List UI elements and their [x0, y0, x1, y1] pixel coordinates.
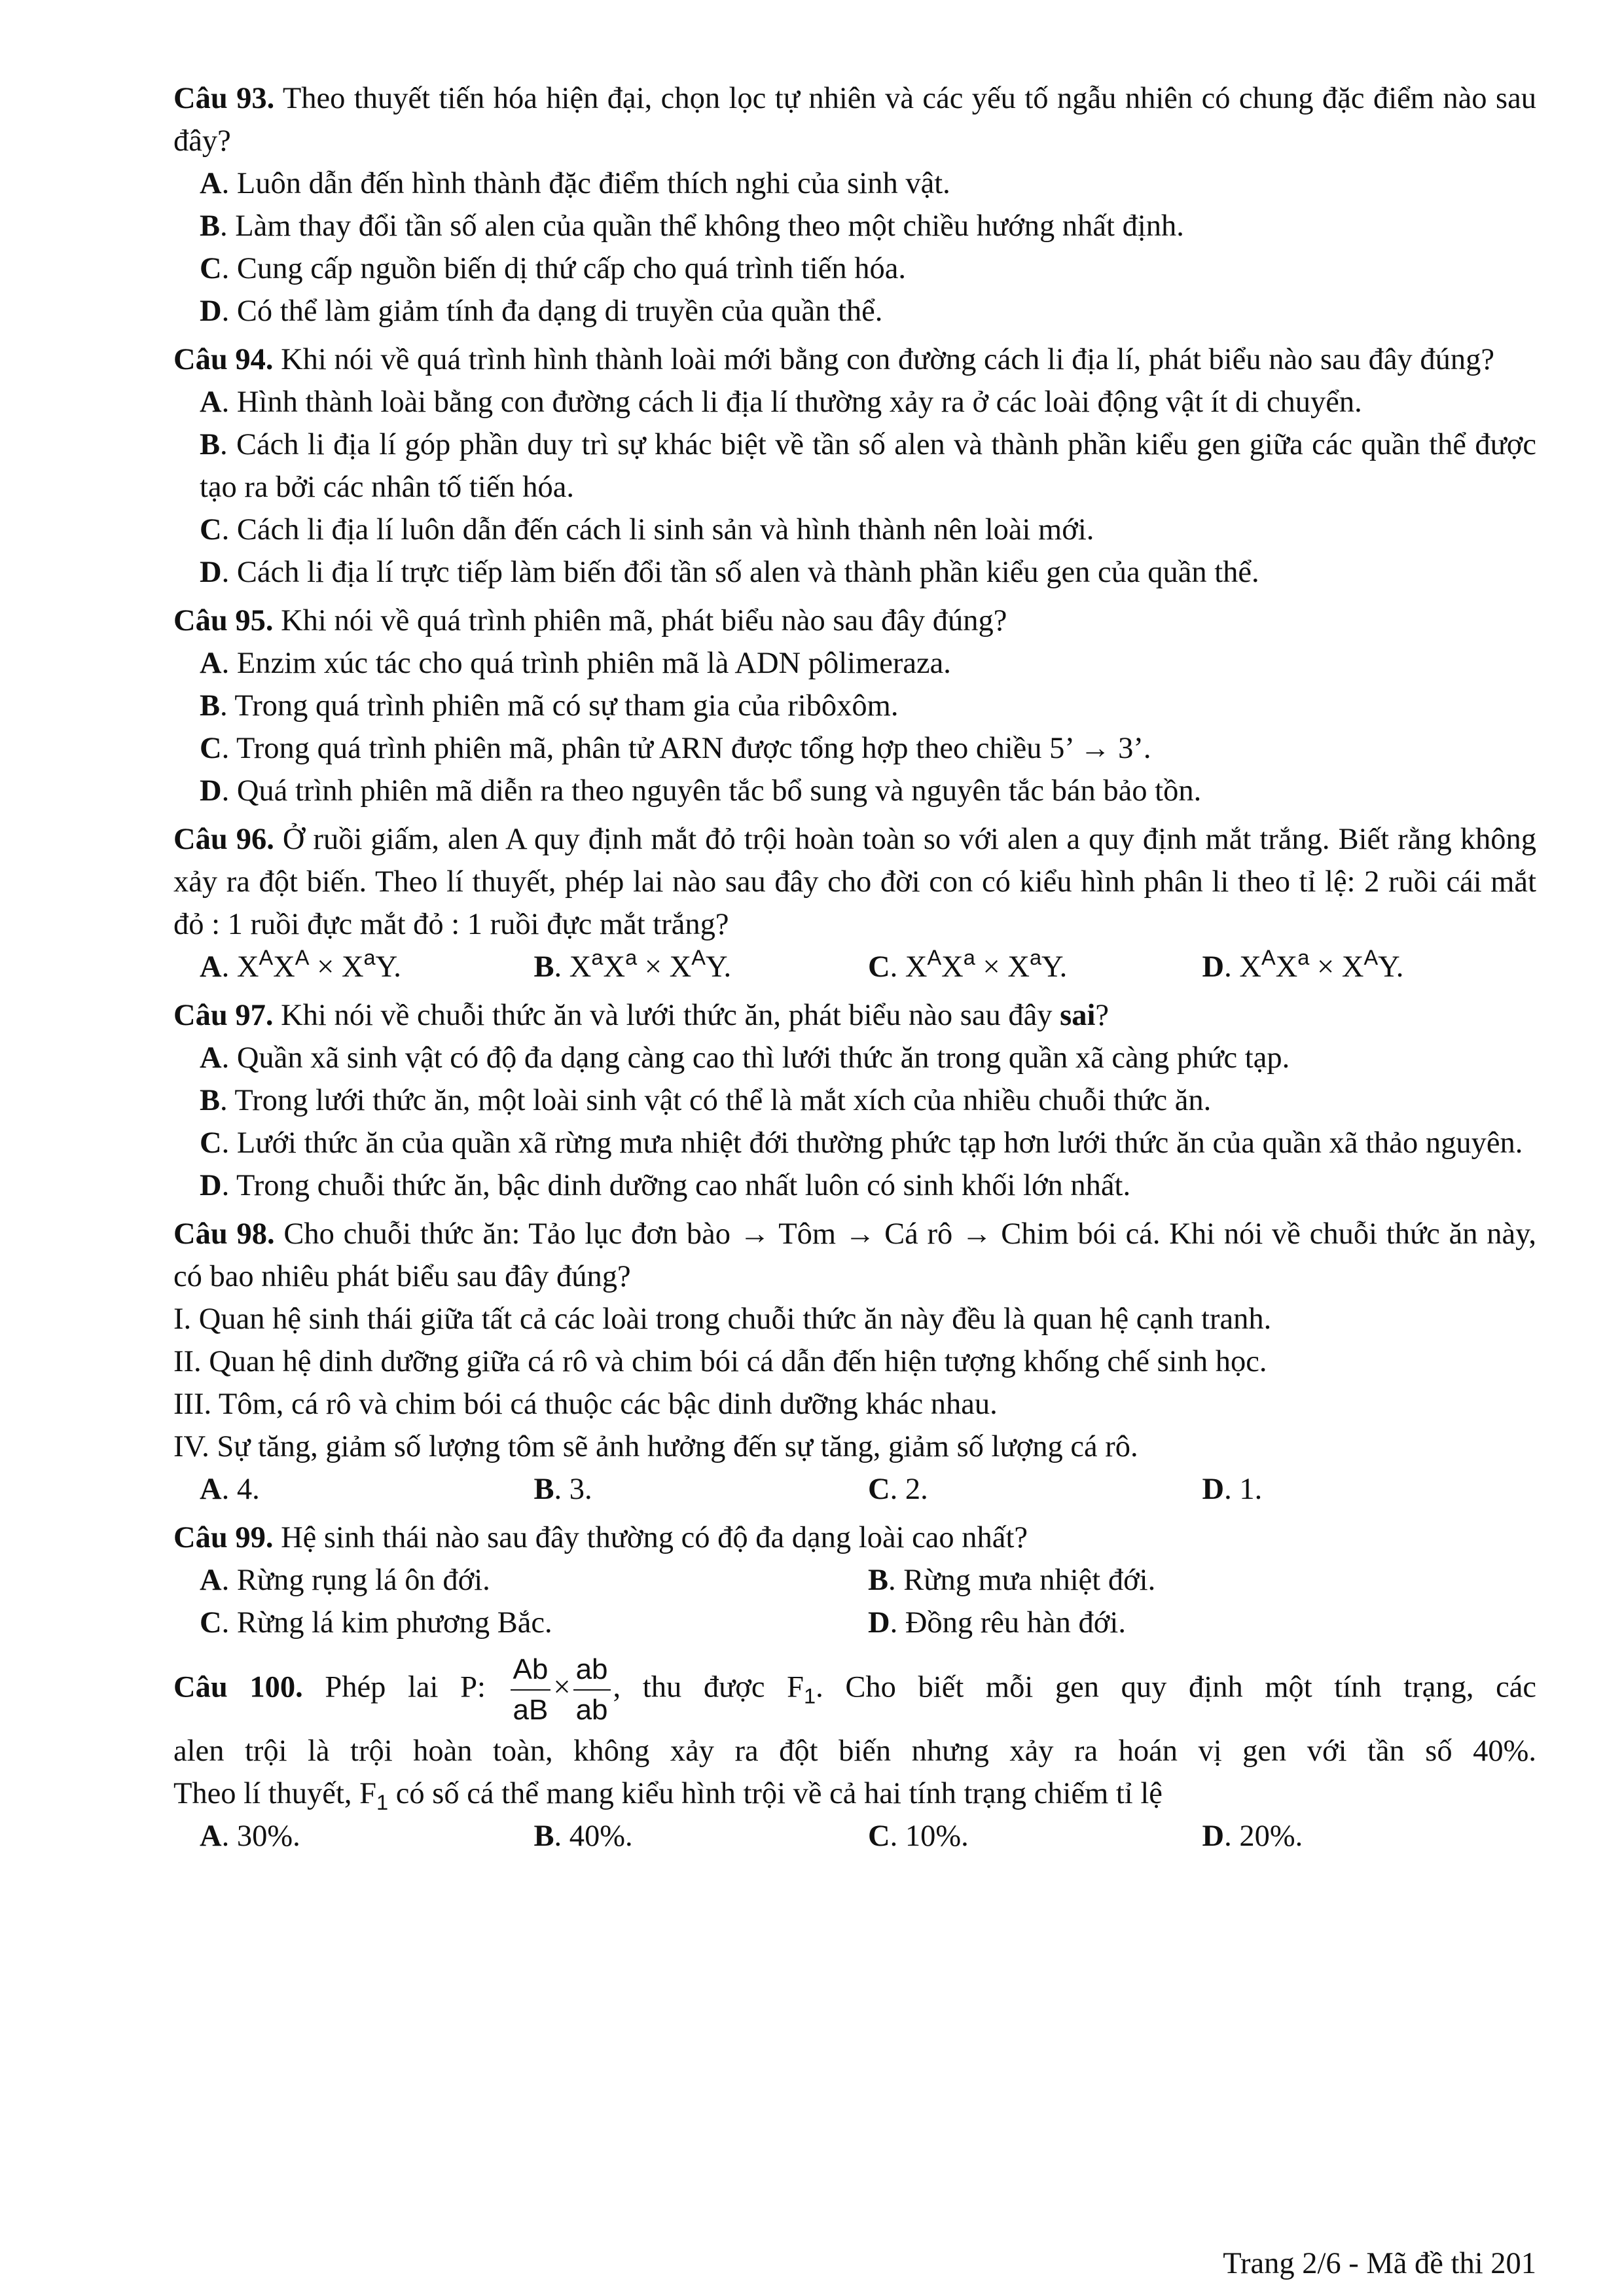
question-label: Câu 99.	[173, 1521, 274, 1554]
option-text: . Quần xã sinh vật có độ đa dạng càng cao thì lưới thức ăn trong quần xã càng phức tạp.	[221, 1041, 1290, 1075]
option-text: . 10%.	[890, 1820, 969, 1853]
option-b	[534, 1815, 869, 1857]
question-text-end: ?	[1095, 999, 1110, 1032]
options-row	[173, 1815, 1536, 1857]
question-stem	[173, 1213, 1536, 1298]
option-text: . 3.	[554, 1473, 592, 1506]
option-b	[868, 1559, 1536, 1602]
option-letter: D	[200, 774, 222, 808]
option-b	[173, 423, 1536, 509]
question-line-2: alen trội là trội hoàn toàn, không xảy ra đột biến nhưng xảy ra hoán vị gen với tần số 40%.	[173, 1734, 1536, 1768]
allele-sup: A	[1261, 946, 1276, 970]
option-text: . 20%.	[1224, 1820, 1303, 1853]
option-letter: B	[200, 209, 221, 243]
question-text: , thu được F	[613, 1670, 804, 1704]
option-letter: A	[200, 386, 222, 419]
question-stem	[173, 338, 1536, 381]
genotype-y: Y.	[375, 950, 401, 984]
option-letter: D	[200, 556, 222, 589]
genotype-x: X	[603, 950, 626, 984]
fraction-numerator: Ab	[511, 1650, 551, 1691]
option-text: . Cách li địa lí góp phần duy trì sự khác biệt về tần số alen và thành phần kiểu gen giữa các quần thể được tạo ra bởi các nhân tố tiến hóa.	[200, 428, 1536, 504]
fraction-denominator: ab	[575, 1694, 608, 1726]
option-text: . Trong quá trình phiên mã, phân tử ARN được tổng hợp theo chiều 5’ → 3’.	[221, 732, 1151, 765]
question-stem	[173, 77, 1536, 162]
option-letter: A	[200, 950, 222, 984]
allele-sup: a	[963, 946, 975, 970]
genotype-x: X	[236, 950, 259, 984]
option-d	[1202, 946, 1537, 988]
option-text: . 1.	[1224, 1473, 1263, 1506]
question-text: Cho chuỗi thức ăn: Tảo lục đơn bào → Tôm → Cá rô → Chim bói cá. Khi nói về chuỗi thức ăn này, có bao nhiêu phát biểu sau đây đúng?	[173, 1217, 1536, 1293]
question-text: Ở ruồi giấm, alen A quy định mắt đỏ trội hoàn toàn so với alen a quy định mắt trắng. Biết rằng không xảy ra đột biến. Theo lí thuyết, phép lai nào sau đây cho đời con có kiểu hình phân li theo tỉ lệ: 2 ruồi cái mắt đỏ : 1 ruồi đực mắt đỏ : 1 ruồi đực mắt trắng?	[173, 823, 1536, 941]
question-label: Câu 100.	[173, 1670, 303, 1704]
question-line-3	[173, 1772, 1536, 1815]
option-b	[173, 1079, 1536, 1122]
question-100	[173, 1650, 1536, 1857]
option-c	[868, 1815, 1202, 1857]
option-text: . Có thể làm giảm tính đa dạng di truyền của quần thể.	[221, 295, 883, 328]
question-label: Câu 95.	[173, 604, 274, 637]
generation-sub: 1	[804, 1684, 816, 1708]
option-c	[200, 1602, 868, 1644]
fraction-denominator: aB	[513, 1694, 549, 1726]
options-row	[173, 1468, 1536, 1511]
genotype-x: X	[341, 950, 364, 984]
option-letter: B	[868, 1564, 889, 1597]
genotype-x: X	[941, 950, 964, 984]
option-b	[534, 1468, 869, 1511]
option-b	[173, 685, 1536, 727]
option-d	[868, 1602, 1536, 1644]
option-letter: C	[868, 1473, 890, 1506]
question-stem	[173, 600, 1536, 642]
question-stem	[173, 1516, 1536, 1559]
option-c	[173, 509, 1536, 551]
exam-page	[173, 77, 1536, 1863]
option-letter: B	[533, 950, 554, 984]
option-d	[173, 1164, 1536, 1207]
option-letter: B	[200, 428, 221, 461]
cross-symbol: ×	[553, 1670, 571, 1704]
question-99	[173, 1516, 1536, 1644]
question-text: Khi nói về quá trình phiên mã, phát biểu nào sau đây đúng?	[281, 604, 1007, 637]
question-94	[173, 338, 1536, 594]
genotype-x: X	[1275, 950, 1298, 984]
option-letter: B	[533, 1473, 554, 1506]
option-text: . Enzim xúc tác cho quá trình phiên mã là ADN pôlimeraza.	[221, 647, 951, 680]
option-a	[200, 1815, 534, 1857]
allele-sup: A	[927, 946, 942, 970]
allele-sup: A	[691, 946, 706, 970]
allele-sup: a	[625, 946, 638, 970]
genotype-x: X	[1007, 950, 1030, 984]
option-sep: .	[890, 950, 905, 984]
allele-sup: a	[363, 946, 376, 970]
option-d	[1202, 1815, 1537, 1857]
option-letter: B	[200, 1084, 221, 1117]
option-text: . Đồng rêu hàn đới.	[890, 1606, 1126, 1640]
option-c	[173, 1122, 1536, 1164]
options-row	[173, 1559, 1536, 1602]
option-letter: C	[200, 1606, 222, 1640]
options-row	[173, 1602, 1536, 1644]
option-letter: C	[200, 732, 222, 765]
option-sep: .	[1224, 950, 1240, 984]
option-text: . Trong quá trình phiên mã có sự tham gia của ribôxôm.	[220, 689, 899, 723]
option-text: . 4.	[221, 1473, 260, 1506]
option-letter: B	[200, 689, 221, 723]
genotype-x: X	[273, 950, 295, 984]
options-row	[173, 946, 1536, 988]
option-text: . Quá trình phiên mã diễn ra theo nguyên tắc bổ sung và nguyên tắc bán bảo tồn.	[221, 774, 1202, 808]
option-a	[173, 381, 1536, 423]
option-letter: C	[200, 513, 222, 547]
genotype-x: X	[1341, 950, 1364, 984]
question-text: Khi nói về quá trình hình thành loài mới bằng con đường cách li địa lí, phát biểu nào sau đây đúng?	[281, 343, 1494, 376]
question-label: Câu 96.	[173, 823, 274, 856]
option-text: . Rừng lá kim phương Bắc.	[221, 1606, 552, 1640]
generation-sub: 1	[376, 1790, 389, 1814]
page-footer: Trang 2/6 - Mã đề thi 201	[1223, 2247, 1536, 2280]
option-letter: C	[868, 1820, 890, 1853]
genotype-y: Y.	[1041, 950, 1068, 984]
genotype-x: X	[569, 950, 592, 984]
cross-symbol: ×	[309, 950, 342, 984]
option-text: . Hình thành loài bằng con đường cách li địa lí thường xảy ra ở các loài động vật ít di chuyển.	[221, 386, 1362, 419]
allele-sup: A	[259, 946, 274, 970]
option-letter: B	[533, 1820, 554, 1853]
cross-symbol: ×	[975, 950, 1008, 984]
question-text: Theo lí thuyết, F	[173, 1777, 376, 1810]
option-text: . 30%.	[221, 1820, 300, 1853]
question-stem	[173, 818, 1536, 946]
fraction-numerator: ab	[573, 1650, 611, 1691]
option-a	[200, 1559, 868, 1602]
option-letter: C	[868, 950, 890, 984]
question-text: Phép lai P:	[325, 1670, 486, 1704]
allele-sup: a	[591, 946, 604, 970]
allele-sup: a	[1029, 946, 1042, 970]
option-d	[173, 551, 1536, 594]
question-text: có số cá thể mang kiểu hình trội về cả hai tính trạng chiếm tỉ lệ	[388, 1777, 1163, 1810]
option-c	[173, 247, 1536, 290]
option-letter: C	[200, 1126, 222, 1160]
option-d	[1202, 1468, 1537, 1511]
option-d	[173, 770, 1536, 812]
option-text: . Cách li địa lí trực tiếp làm biến đổi tần số alen và thành phần kiểu gen của quần thể.	[221, 556, 1259, 589]
option-letter: A	[200, 1564, 222, 1597]
option-letter: D	[200, 295, 222, 328]
option-a	[200, 1468, 534, 1511]
option-letter: A	[200, 167, 222, 200]
genotype-x: X	[905, 950, 928, 984]
option-b	[534, 946, 869, 988]
option-letter: D	[200, 1169, 222, 1202]
question-keyword: sai	[1060, 999, 1096, 1032]
genotype-y: Y.	[705, 950, 732, 984]
option-a	[173, 642, 1536, 685]
option-c	[868, 946, 1202, 988]
option-text: . Luôn dẫn đến hình thành đặc điểm thích nghi của sinh vật.	[221, 167, 950, 200]
option-c	[868, 1468, 1202, 1511]
genotype-fraction	[511, 1650, 551, 1730]
statement-1: I. Quan hệ sinh thái giữa tất cả các loài trong chuỗi thức ăn này đều là quan hệ cạnh tranh.	[173, 1302, 1272, 1336]
option-b	[173, 205, 1536, 247]
statement-4: IV. Sự tăng, giảm số lượng tôm sẽ ảnh hưởng đến sự tăng, giảm số lượng cá rô.	[173, 1430, 1138, 1463]
option-letter: A	[200, 1820, 222, 1853]
question-label: Câu 93.	[173, 82, 275, 115]
genotype-y: Y.	[1378, 950, 1404, 984]
question-text: Theo thuyết tiến hóa hiện đại, chọn lọc tự nhiên và các yếu tố ngẫu nhiên có chung đặc điểm nào sau đây?	[173, 82, 1536, 158]
question-stem	[173, 1650, 1536, 1730]
option-letter: A	[200, 1473, 222, 1506]
option-text: . 40%.	[554, 1820, 633, 1853]
option-letter: D	[1202, 1473, 1225, 1506]
option-a	[173, 1037, 1536, 1079]
question-93	[173, 77, 1536, 332]
question-label: Câu 94.	[173, 343, 274, 376]
question-text: . Cho biết mỗi gen quy định một tính trạng, các	[816, 1670, 1537, 1704]
statement-3: III. Tôm, cá rô và chim bói cá thuộc các bậc dinh dưỡng khác nhau.	[173, 1388, 998, 1421]
option-letter: D	[1202, 950, 1225, 984]
option-text: . Lưới thức ăn của quần xã rừng mưa nhiệt đới thường phức tạp hơn lưới thức ăn của quần xã thảo nguyên.	[221, 1126, 1523, 1160]
option-letter: C	[200, 252, 222, 285]
statement-2: II. Quan hệ dinh dưỡng giữa cá rô và chim bói cá dẫn đến hiện tượng khống chế sinh học.	[173, 1345, 1267, 1378]
question-95	[173, 600, 1536, 812]
cross-symbol: ×	[637, 950, 670, 984]
option-text: . Cách li địa lí luôn dẫn đến cách li sinh sản và hình thành nên loài mới.	[221, 513, 1094, 547]
genotype-x: X	[1239, 950, 1261, 984]
option-text: . Làm thay đổi tần số alen của quần thể không theo một chiều hướng nhất định.	[220, 209, 1184, 243]
option-letter: A	[200, 1041, 222, 1075]
question-label: Câu 98.	[173, 1217, 275, 1251]
question-97	[173, 994, 1536, 1207]
question-text: Khi nói về chuỗi thức ăn và lưới thức ăn, phát biểu nào sau đây	[281, 999, 1060, 1032]
option-letter: D	[1202, 1820, 1225, 1853]
allele-sup: A	[1363, 946, 1379, 970]
option-d	[173, 290, 1536, 332]
allele-sup: A	[295, 946, 310, 970]
option-sep: .	[221, 950, 237, 984]
question-stem	[173, 994, 1536, 1037]
option-a	[173, 162, 1536, 205]
option-c	[173, 727, 1536, 770]
allele-sup: a	[1297, 946, 1310, 970]
question-text: Hệ sinh thái nào sau đây thường có độ đa dạng loài cao nhất?	[281, 1521, 1028, 1554]
question-label: Câu 97.	[173, 999, 274, 1032]
genotype-x: X	[669, 950, 692, 984]
option-text: . Rừng mưa nhiệt đới.	[888, 1564, 1156, 1597]
option-text: . 2.	[890, 1473, 928, 1506]
option-sep: .	[554, 950, 569, 984]
option-text: . Trong chuỗi thức ăn, bậc dinh dưỡng cao nhất luôn có sinh khối lớn nhất.	[221, 1169, 1131, 1202]
genotype-fraction	[573, 1650, 611, 1730]
question-98	[173, 1213, 1536, 1511]
option-letter: D	[868, 1606, 890, 1640]
option-a	[200, 946, 534, 988]
option-text: . Rừng rụng lá ôn đới.	[221, 1564, 490, 1597]
option-text: . Trong lưới thức ăn, một loài sinh vật có thể là mắt xích của nhiều chuỗi thức ăn.	[220, 1084, 1212, 1117]
option-letter: A	[200, 647, 222, 680]
cross-symbol: ×	[1309, 950, 1342, 984]
question-96	[173, 818, 1536, 988]
option-text: . Cung cấp nguồn biến dị thứ cấp cho quá trình tiến hóa.	[221, 252, 906, 285]
